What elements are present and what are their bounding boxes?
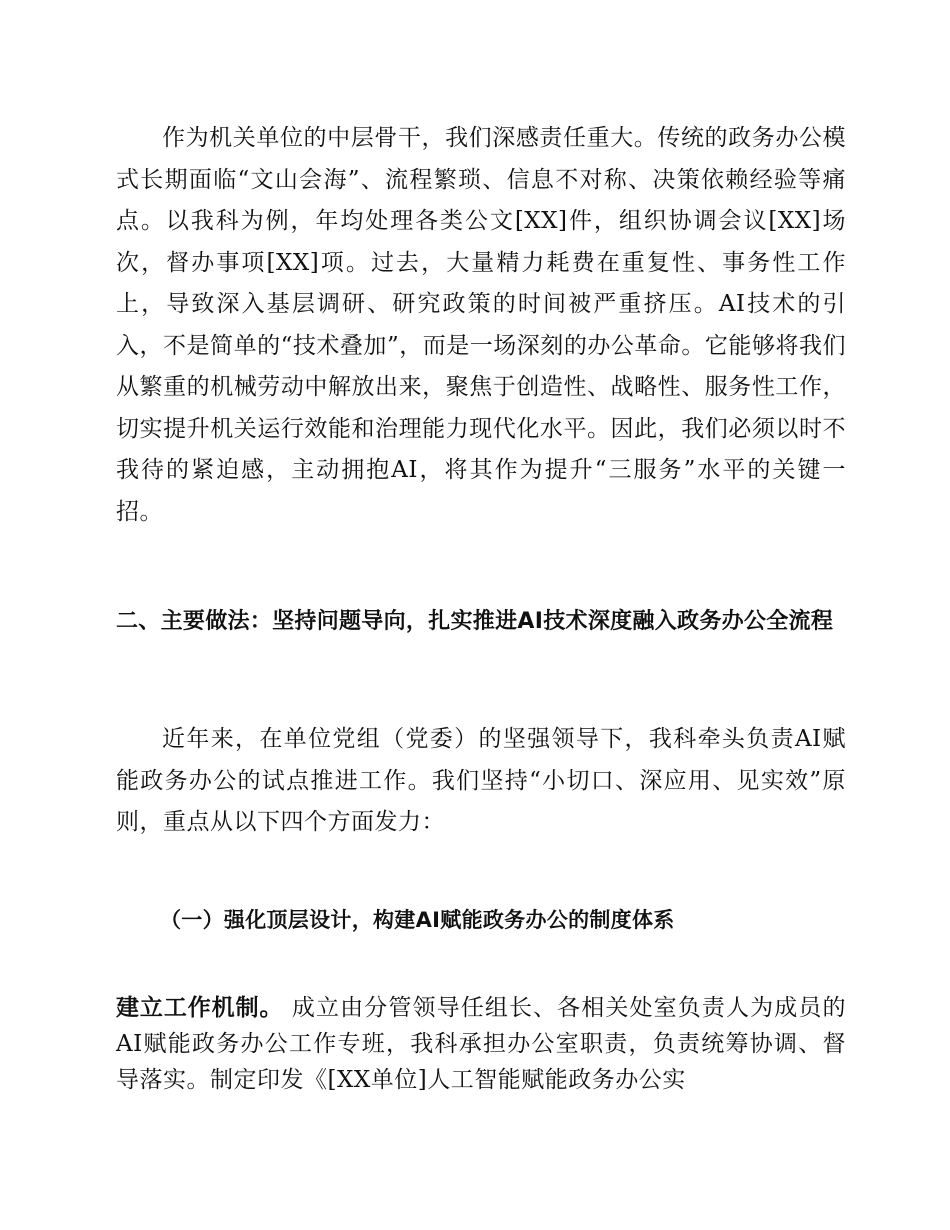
item-lead: 建立工作机制。 <box>116 995 284 1021</box>
subsection-heading: （一）强化顶层设计，构建AI赋能政务办公的制度体系 <box>160 908 675 932</box>
section-heading: 二、主要做法：坚持问题导向，扎实推进AI技术深度融入政务办公全流程 <box>116 609 834 634</box>
item-body: 成立由分管领导任组长、各相关处室负责人为成员的AI赋能政务办公工作专班，我科承担办公室职责，负责统筹协调、督导落实。制定印发《[XX单位]人工智能赋能政务办公实 <box>116 995 846 1093</box>
item-paragraph <box>116 990 846 1098</box>
intro-paragraph: 作为机关单位的中层骨干，我们深感责任重大。传统的政务办公模式长期面临“文山会海”、流程繁琐、信息不对称、决策依赖经验等痛点。以我科为例，年均处理各类公文[XX]件，组织协调会议[XX]场次，督办事项[XX]项。过去，大量精力耗费在重复性、事务性工作上，导致深入基层调研、研究政策的时间被严重挤压。AI技术的引入，不是简单的“技术叠加”，而是一场深刻的办公革命。它能够将我们从繁重的机械劳动中解放出来，聚焦于创造性、战略性、服务性工作，切实提升机关运行效能和治理能力现代化水平。因此，我们必须以时不我待的紧迫感，主动拥抱AI，将其作为提升“三服务”水平的关键一招。 <box>116 125 846 525</box>
section-paragraph: 近年来，在单位党组（党委）的坚强领导下，我科牵头负责AI赋能政务办公的试点推进工作。我们坚持“小切口、深应用、见实效”原则，重点从以下四个方面发力： <box>116 726 846 835</box>
